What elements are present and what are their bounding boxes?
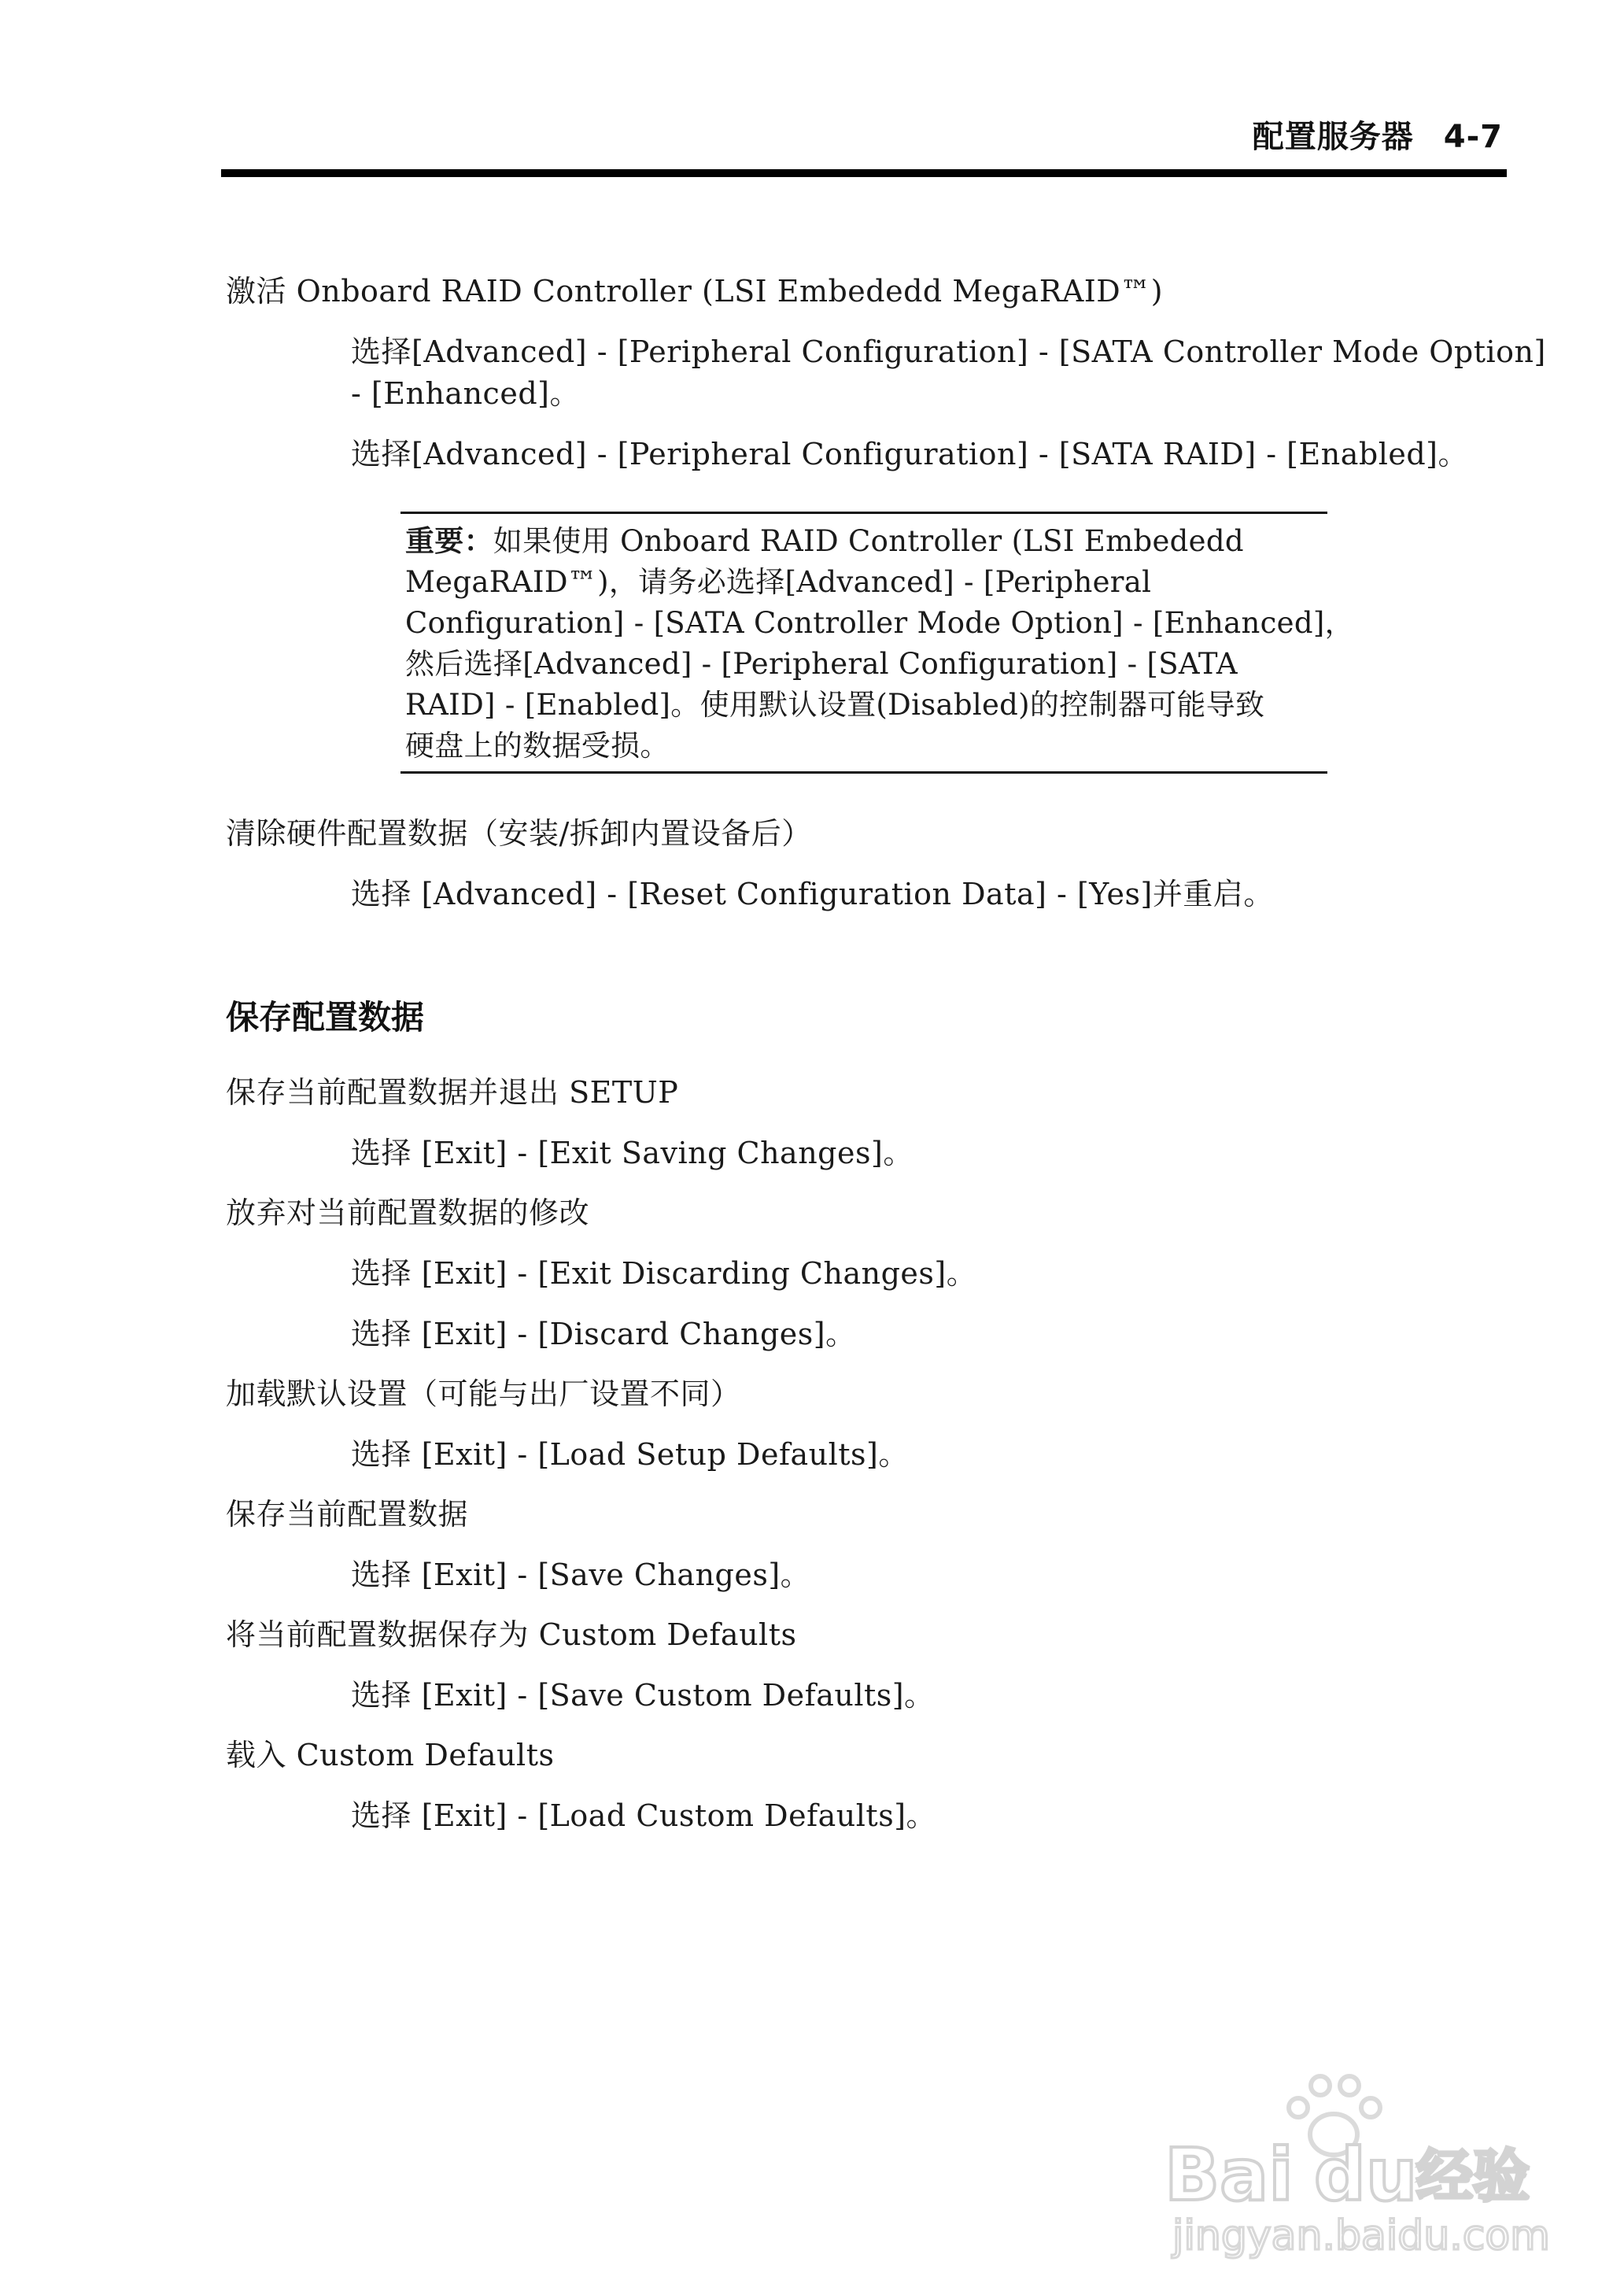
note-label: 重要： [405,524,493,558]
svg-text:du: du [1314,2133,1418,2217]
discard-step-1: 选择 [Exit] - [Exit Discarding Changes]。 [351,1256,977,1291]
save-custom-step: 选择 [Exit] - [Save Custom Defaults]。 [351,1678,935,1713]
save-changes-step: 选择 [Exit] - [Save Changes]。 [351,1558,811,1592]
save-custom-heading: 将当前配置数据保存为 Custom Defaults [226,1617,797,1652]
svg-text:经验: 经验 [1416,2143,1530,2209]
load-custom-step: 选择 [Exit] - [Load Custom Defaults]。 [351,1798,937,1833]
clear-config-step: 选择 [Advanced] - [Reset Configuration Data] - [Yes]并重启。 [351,877,1274,911]
chapter-title: 配置服务器 [1252,119,1414,155]
note-line-2: MegaRAID™)，请务必选择[Advanced] - [Peripheral [405,565,1152,599]
activate-step1-line2: - [Enhanced]。 [351,376,580,411]
note-line-3: Configuration] - [SATA Controller Mode Option] - [Enhanced]， [405,606,1354,640]
svg-text:jingyan.baidu.com: jingyan.baidu.com [1172,2212,1550,2260]
note-line-1: 重要：如果使用 Onboard RAID Controller (LSI Embededd [405,524,1244,558]
save-exit-heading: 保存当前配置数据并退出 SETUP [226,1075,679,1110]
save-changes-heading: 保存当前配置数据 [226,1497,469,1532]
baidu-watermark-logo [1157,2062,1550,2267]
save-exit-step: 选择 [Exit] - [Exit Saving Changes]。 [351,1136,914,1170]
page-number: 4-7 [1443,119,1503,155]
note-line-4: 然后选择[Advanced] - [Peripheral Configuration] - [SATA [405,647,1238,681]
section-title: 保存配置数据 [226,998,425,1037]
header-rule [221,169,1507,177]
activate-raid-heading: 激活 Onboard RAID Controller (LSI Embededd MegaRAID™) [226,274,1164,309]
page-header [1253,112,1503,157]
note-line-5: RAID] - [Enabled]。使用默认设置(Disabled)的控制器可能导致 [405,688,1265,722]
activate-step2: 选择[Advanced] - [Peripheral Configuration] - [SATA RAID] - [Enabled]。 [351,437,1468,471]
note-line-6: 硬盘上的数据受损。 [405,729,670,763]
activate-step1-line1: 选择[Advanced] - [Peripheral Configuration] - [SATA Controller Mode Option] [351,334,1546,369]
important-note [400,512,1354,774]
load-defaults-heading: 加载默认设置（可能与出厂设置不同） [226,1377,741,1411]
load-custom-heading: 载入 Custom Defaults [226,1738,555,1772]
load-defaults-step: 选择 [Exit] - [Load Setup Defaults]。 [351,1437,909,1472]
clear-config-heading: 清除硬件配置数据（安装/拆卸内置设备后） [226,816,812,851]
svg-text:Bai: Bai [1164,2133,1294,2217]
discard-heading: 放弃对当前配置数据的修改 [226,1196,590,1230]
discard-step-2: 选择 [Exit] - [Discard Changes]。 [351,1317,856,1351]
